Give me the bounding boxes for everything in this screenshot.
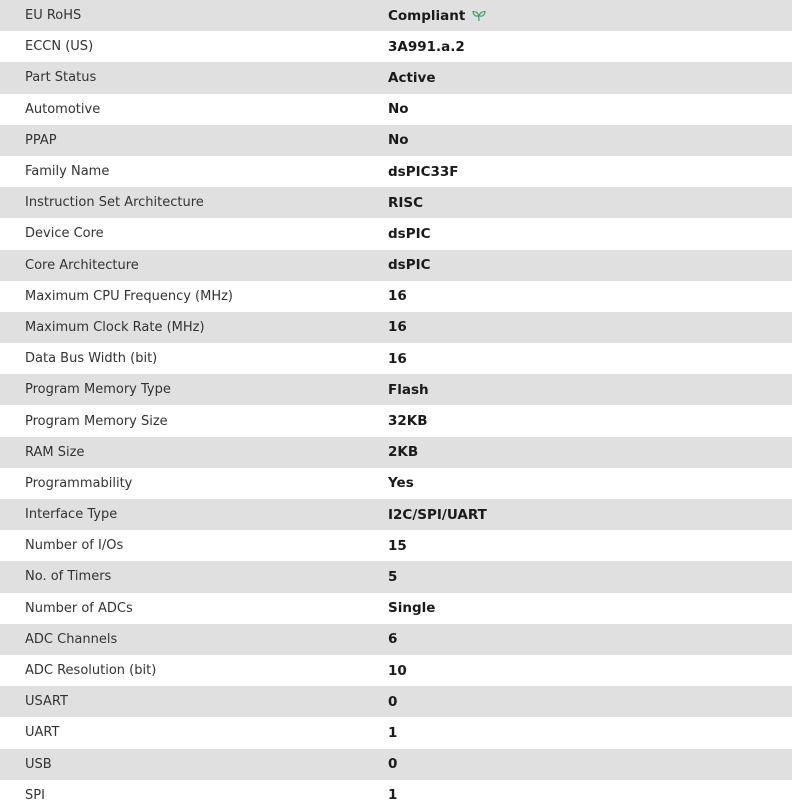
spec-row [0,624,792,655]
spec-value-text: 16 [388,319,407,336]
spec-value [388,787,397,803]
spec-label: EU RoHS [25,8,82,24]
spec-row [0,655,792,686]
spec-value [388,351,407,367]
spec-value-text: 0 [388,756,398,773]
spec-row [0,405,792,436]
spec-row [0,218,792,249]
spec-row [0,62,792,93]
spec-label: USB [25,756,52,772]
spec-value-text: 6 [388,631,398,648]
spec-label: Number of I/Os [25,538,124,554]
leaf-icon [472,10,486,22]
spec-value-text: Yes [388,475,414,492]
spec-row [0,31,792,62]
spec-label: Automotive [25,101,101,117]
spec-label: SPI [25,787,45,803]
spec-label: Program Memory Size [25,413,168,429]
spec-value-text: No [388,101,409,118]
spec-value [388,195,423,211]
spec-label: No. of Timers [25,569,112,585]
spec-row [0,312,792,343]
spec-row [0,437,792,468]
spec-label: ECCN (US) [25,39,94,55]
spec-value [388,164,459,180]
spec-value [388,132,409,148]
spec-value-text: Flash [388,381,429,398]
spec-row [0,125,792,156]
spec-value-text: 1 [388,787,398,804]
spec-value [388,600,435,616]
spec-label: Maximum Clock Rate (MHz) [25,319,205,335]
spec-value [388,382,429,398]
spec-value [388,694,397,710]
spec-label: Instruction Set Architecture [25,195,204,211]
spec-value-text: dsPIC [388,257,431,274]
spec-value-text: Compliant [388,7,466,24]
spec-value [388,507,487,523]
spec-row [0,561,792,592]
spec-value [388,8,486,24]
spec-value-text: Single [388,600,436,617]
spec-row [0,374,792,405]
spec-label: Program Memory Type [25,382,171,398]
spec-row [0,749,792,780]
spec-label: Programmability [25,475,133,491]
spec-value [388,288,407,304]
spec-row [0,780,792,811]
spec-value [388,756,397,772]
spec-row [0,94,792,125]
spec-value [388,663,407,679]
spec-row [0,593,792,624]
spec-value [388,319,407,335]
spec-row [0,187,792,218]
spec-row [0,281,792,312]
spec-value [388,444,418,460]
spec-label: Device Core [25,226,104,242]
spec-row [0,343,792,374]
spec-value-text: dsPIC [388,225,431,242]
spec-value-text: No [388,132,409,149]
spec-value-text: 15 [388,537,407,554]
spec-value-text: 16 [388,350,407,367]
spec-value-text: 1 [388,724,398,741]
spec-label: RAM Size [25,444,85,460]
spec-value [388,226,431,242]
spec-row [0,499,792,530]
spec-value-text: Active [388,69,436,86]
spec-value-text: RISC [388,194,424,211]
spec-value-text: 32KB [388,413,428,430]
spec-row [0,250,792,281]
spec-label: PPAP [25,132,57,148]
spec-label: Interface Type [25,507,118,523]
spec-value-text: 16 [388,288,407,305]
spec-row [0,0,792,31]
spec-label: Number of ADCs [25,600,133,616]
spec-label: ADC Resolution (bit) [25,663,157,679]
spec-label: Data Bus Width (bit) [25,351,158,367]
spec-label: Maximum CPU Frequency (MHz) [25,288,233,304]
spec-value [388,538,407,554]
spec-value [388,70,436,86]
spec-row [0,468,792,499]
spec-value [388,101,409,117]
spec-label: UART [25,725,60,741]
spec-label: Core Architecture [25,257,139,273]
spec-value [388,475,414,491]
spec-label: Part Status [25,70,97,86]
spec-value [388,257,431,273]
spec-value-text: 10 [388,662,407,679]
spec-row [0,156,792,187]
spec-row [0,717,792,748]
spec-row [0,530,792,561]
spec-value-text: 3A991.a.2 [388,38,465,55]
spec-value [388,631,397,647]
spec-value [388,413,428,429]
spec-value [388,725,397,741]
spec-label: USART [25,694,68,710]
spec-value-text: 0 [388,693,398,710]
spec-label: ADC Channels [25,631,118,647]
spec-value-text: I2C/SPI/UART [388,506,487,523]
spec-value [388,39,465,55]
spec-value-text: 2KB [388,444,419,461]
spec-value [388,569,397,585]
spec-value-text: dsPIC33F [388,163,459,180]
spec-label: Family Name [25,164,110,180]
spec-row [0,686,792,717]
spec-value-text: 5 [388,568,398,585]
